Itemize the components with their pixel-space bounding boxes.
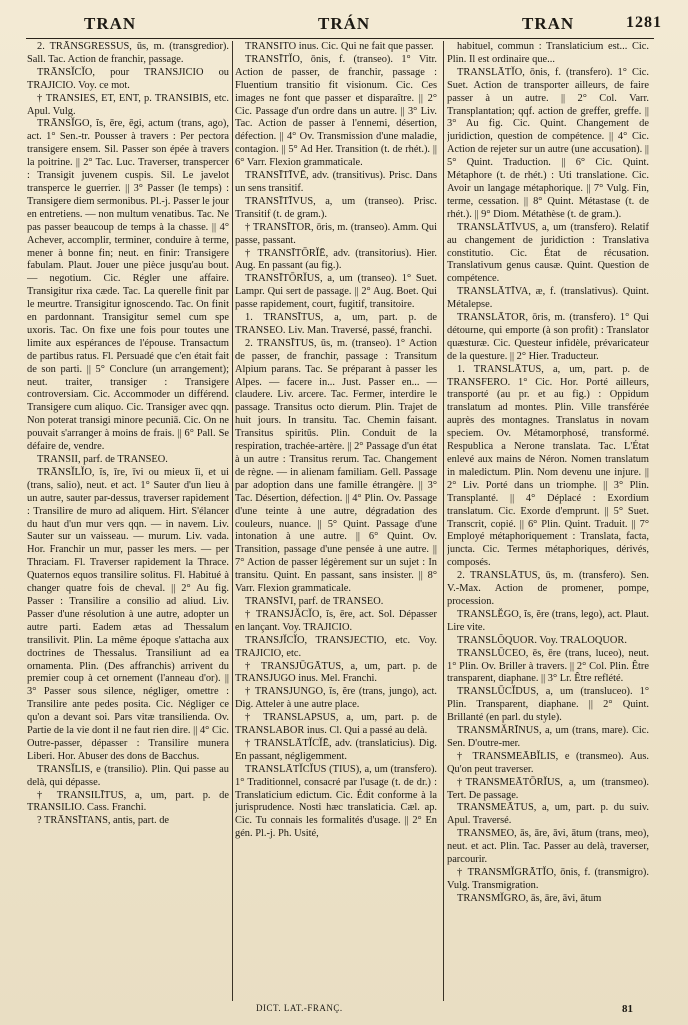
page-number: 1281 (626, 14, 662, 31)
dictionary-entry: † TRANSMEĀBĬLIS, e (transmeo). Aus. Qu'on peut traverser. (447, 750, 649, 775)
header-rule (26, 38, 654, 39)
dictionary-entry: TRANSLĀTĬCĬUS (TIUS), a, um (transfero). 1° Traditionnel, consacré par l'usage (t. de dr.) : Translaticium edictum. Cic. Édit conforme à la jurisprudence. Nosti hæc translaticia. Cæl. ap. Cic. Tu connais les formalités d'usage. || 2° En gén. Pl.-j. Ph. Usité, (235, 763, 437, 840)
dictionary-entry: 2. TRANSĪTUS, ūs, m. (transeo). 1° Action de passer, de franchir, passage : Transitum Alpium parans. Tac. Se préparant à passer les Alpes. — facere in... Just. Passer en... — claudere. Liv. arcere. Tac. Fermer, interdire le passage. Transitus octo dierum. Plin. Trajet de huit jours. In transitu. Tac. Chemin faisant. Transitus spiritūs. Plin. Conduit de la respiration, trachée-artère. || 2° Passage d'un état à un autre : Transitus rerum. Tac. Changement de règne. — in alienam familiam. Gell. Passage par adoption dans une famille étrangère. || 3° Tac. Désertion, défection. || 4° Plin. Ov. Passage d'une teinte à une autre, dégradation des couleurs, nuance. || 5° Quint. Passage d'une intonation à une autre. || 6° Quint. Ov. Transition, passage d'une pensée à une autre. || 7° Action de passer légèrement sur un sujet : In transitu. Quint. En passant, sans insister. || 8° Varr. Flexion grammaticale. (235, 337, 437, 595)
dictionary-entry: TRANSLĀTOR, ōris, m. (transfero). 1° Qui détourne, qui emporte (à son profit) : Translator quæsturæ. Cic. Questeur infidèle, prévaricateur de la questure. || 2° Hier. Traducteur. (447, 312, 649, 362)
dictionary-entry: † TRANSLAPSUS, a, um, part. p. de TRANSLABOR inus. Cl. Qui a passé au delà. (235, 712, 437, 737)
running-header (0, 14, 688, 38)
header-left-word: TRAN (84, 14, 137, 33)
dictionary-entry: 1. TRANSLĀTUS, a, um, part. p. de TRANSFERO. 1° Cic. Hor. Porté ailleurs, transporté (au pr. et au fig.) : Oppidum translatum ad montes. Plin. Ville transférée auprès des montagnes. Translatus in novam speciem. Ov. Métamorphosé, transformé. Respublica a Nerone translata. Tac. L'État enlevé aux mains de Néron. Nomen translatum in maledictum. Plin. Nom devenu une injure. || 2° Liv. Porté dans un triomphe. || 3° Plin. Transplanté. || 4° Déplacé : Exordium translatum. Cic. Exorde d'emprunt. || 5° Suet. Transcrit, copié. || 6° Plin. Quint. Traduit. || 7° Employé métaphoriquement : Translata, facta, juncta. Cic. Termes métaphoriques, dérivés, composés. (447, 363, 649, 569)
dictionary-entry: † TRANSĪTOR, ōris, m. (transeo). Amm. Qui passe, passant. (235, 221, 437, 246)
dictionary-entry: TRANSĪVI, parf. de TRANSEO. (245, 595, 384, 607)
page-footer (0, 1003, 688, 1021)
column-divider (232, 41, 233, 1001)
header-right-word: TRAN (522, 14, 575, 33)
dictionary-entry: † TRANSIES, ET, ENT, p. TRANSIBIS, etc. Apul. Vulg. (27, 92, 229, 117)
dictionary-entry: TRANSII, parf. de TRANSEO. (37, 454, 168, 465)
dictionary-entry: † TRANSJŪGĀTUS, a, um, part. p. de TRANSJUGO inus. Mel. Franchi. (235, 660, 437, 685)
column-divider (443, 41, 444, 1001)
dictionary-entry: TRĀNSĬLĬO, ĭs, īre, īvi ou mieux ĭi, et ui (trans, salio), neut. et act. 1° Sauter d'un lieu à un autre, sauter par-dessus, traverser rapidement : Transilire de muro ad aliquem. Hirt. S'élancer du haut d'un mur vers qqn. — in navem. Liv. Sauter sur un vaisseau. — murum. Liv. vada. Hor. Franchir un mur, passer les mers. — per Thraciam. Fl. Traverser rapidement la Thrace. Quaternos equos transilire solitus. Fl. Habitué à changer quatre fois de cheval. || 2° Au fig. Passer : Transilire a consilio ad aliud. Liv. Passer d'une résolution à une autre, adopter un autre parti. Eadem ætas ad Thessalum transilivit. Plin. La même époque s'attacha aux doctrines de Thessalus. Transiliunt ad ea ornamenta. Plin. (Des affranchis) arrivent du premier coup à cet ornement (l'anneau d'or). || 3° Passer sous silence, négliger, omettre : Transilire ante pedes posita. Cic. Négliger ce qu'on a devant soi. Pars vitæ transilienda. Ov. Partie de la vie dont il ne faut rien dire. || 4° Cic. Outre-passer, dépasser : Transilire munera Liberi. Hor. Abuser des dons de Bacchus. (27, 466, 229, 762)
dictionary-entry: TRANSMEĀTUS, a, um, part. p. du suiv. Apul. Traversé. (447, 802, 649, 827)
dictionary-entry: TRANSĬLIS, e (transilio). Plin. Qui passe au delà, qui dépasse. (27, 763, 229, 788)
dictionary-entry: TRANSLĀTĬO, ōnis, f. (transfero). 1° Cic. Suet. Action de transporter ailleurs, de faire passer à un autre. || 2° Col. Varr. Transplantation; qqf. action de greffer, greffe. || 3° Au fig. Cic. Quint. Changement de juridiction, question de compétence. || 4° Cic. Action de rejeter sur un autre (une accusation). || 5° Quint. Traduction. || 6° Cic. Quint. Métaphore (t. de rhét.) : Uti translatione. Cic. Avoir un langage métaphorique. || 7° Vulg. Fin, terme, cessation. || 8° Quint. Métastase (t. de rhét.). || 9° Diom. Métathèse (t. de gram.). (447, 66, 649, 220)
dictionary-entry: 1. TRANSĪTUS, a, um, part. p. de TRANSEO. Liv. Man. Traversé, passé, franchi. (235, 312, 437, 336)
header-center-word: TRÁN (318, 14, 371, 33)
dictionary-entry: † TRANSĪTŌRĬĒ, adv. (transitorius). Hier. Aug. En passant (au fig.). (235, 247, 437, 272)
dictionary-entry: TRANSLĀTĪVA, æ, f. (translativus). Quint. Métalepse. (447, 286, 649, 311)
dictionary-entry: †TRANSMEĀTŌRĬUS, a, um (transmeo). Tert. De passage. (447, 776, 649, 801)
column-left (27, 41, 229, 1001)
dictionary-entry: TRANSĪTĪVUS, a, um (transeo). Prisc. Transitif (t. de gram.). (235, 195, 437, 220)
dictionary-entry: TRĀNSĬCĬO, pour TRANSJICIO ou TRAJICIO. Voy. ce mot. (27, 66, 229, 91)
column-right (447, 41, 649, 1001)
dictionary-entry: TRANSJĬCĬO, TRANSJECTIO, etc. Voy. TRAJICIO, etc. (235, 634, 437, 659)
dictionary-entry: TRANSMEO, ās, āre, āvi, ātum (trans, meo), neut. et act. Plin. Tac. Passer au delà, traverser, parcourir. (447, 828, 649, 866)
dictionary-entry: † TRANSJĂCĬO, ĭs, ēre, act. Sol. Dépasser en lançant. Voy. TRAJICIO. (235, 608, 437, 633)
dictionary-entry: TRĀNSĬGO, ĭs, ēre, ēgi, actum (trans, ago), act. 1° Sen.-tr. Pousser à travers : Per pectora transigere ensem. Sil. Passer son épée à travers la poitrine. || 2° Tac. Luc. Traverser, transpercer : Transigit juvenem cuspis. Sil. Le javelot transperce le guerrier. || 3° Passer (le temps) : Transigere diem sermonibus. Pl.-j. Passer le jour en entretiens. — non multum venatibus. Tac. Ne pas passer beaucoup de temps à la chasse. || 4° Achever, accomplir, terminer, conduire à terme, mener à bonne fin; neut. en finir: Transigere fabulam. Plaut. Jouer une pièce jusqu'au bout. — negotium. Cic. Régler une affaire. Transigitur rixa cæde. Tac. La querelle finit par le meurtre. Transigitur ignoscendo. Tac. On finit en pardonnant. Transigitur semel cum spe uxoris. Tac. On fixe une fois pour toutes une limite aux espérances de l'épouse. Transactum de partibus ratus. Fl. Persuadé que c'en était fait de son parti. || 5° Conclure (un arrangement); neut. traiter, transiger : Transigere controversiam. Cic. Accommoder un différend. Transigere cum aliquo. Cic. Transiger avec qqn. Non poterat transigi minore pecuniā. Cic. On ne pouvait s'arranger à moins de frais. || 6° Pall. Se défaire de, vendre. (27, 118, 229, 453)
dictionary-entry: TRANSLŎQUOR. Voy. TRALOQUOR. (457, 634, 627, 646)
footer-signature: DICT. LAT.-FRANÇ. (256, 1003, 343, 1013)
dictionary-entry: TRANSITO inus. Cic. Qui ne fait que passer. (245, 41, 434, 52)
dictionary-entry: TRANSLŪCĬDUS, a, um (transluceo). 1° Plin. Transparent, diaphane. || 2° Quint. Brillanté (en parl. du style). (447, 686, 649, 724)
footer-sheet-number: 81 (622, 1003, 633, 1015)
dictionary-entry: TRANSLĀTĪVUS, a, um (transfero). Relatif au changement de juridiction : Translativa constitutio. Cic. État de récusation. Translativum genus causæ. Quint. Question de compétence. (447, 221, 649, 285)
dictionary-entry: † TRANSMĬGRĀTĬO, ōnis, f. (transmigro). Vulg. Transmigration. (447, 867, 649, 891)
dictionary-entry: TRANSĪTŌRĬUS, a, um (transeo). 1° Suet. Lampr. Qui sert de passage. || 2° Aug. Boet. Qui passe rapidement, court, fugitif, transitoire. (235, 273, 437, 311)
dictionary-entry: TRANSMĬGRO, ās, āre, āvi, ātum (457, 892, 602, 904)
dictionary-entry: TRANSLŪCEO, ēs, ēre (trans, luceo), neut. 1° Plin. Ov. Briller à travers. || 2° Col. Plin. Être transparent, diaphane. || 3° Lr. Être reflété. (447, 647, 649, 685)
dictionary-entry: 2. TRĀNSGRESSUS, ūs, m. (transgredior). Sall. Tac. Action de franchir, passage. (27, 41, 229, 65)
dictionary-entry: 2. TRANSLĀTUS, ūs, m. (transfero). Sen. V.-Max. Action de promener, pompe, procession. (447, 570, 649, 607)
dictionary-entry: TRANSĪTĬO, ōnis, f. (transeo). 1° Vitr. Action de passer, de franchir, passage : Fluentium transitio fit visionum. Cic. Ces images ne font que passer et disparaître. || 2° Cic. Passage d'un ordre dans un autre. || 3° Liv. Tac. Action de passer à l'ennemi, désertion, défection. || 4° Ov. Transmission d'une maladie, contagion. || 5° Ad Her. Transition (t. de rhét.). || 6° Varr. Flexion grammaticale. (235, 53, 437, 169)
dictionary-entry: † TRANSILĪTUS, a, um, part. p. de TRANSILIO. Cass. Franchi. (27, 789, 229, 814)
dictionary-entry: TRANSĪTĪVĒ, adv. (transitivus). Prisc. Dans un sens transitif. (235, 170, 437, 194)
dictionary-entry: habituel, commun : Translaticium est... Cic. Plin. Il est ordinaire que... (447, 41, 649, 65)
dictionary-entry: † TRANSLĀTĬCĬĒ, adv. (translaticius). Dig. En passant, négligemment. (235, 737, 437, 762)
dictionary-entry: † TRANSJUNGO, ĭs, ĕre (trans, jungo), act. Dig. Atteler à une autre place. (235, 686, 437, 711)
column-middle (235, 41, 437, 1001)
dictionary-entry: TRANSLĔGO, ĭs, ĕre (trans, lego), act. Plaut. Lire vite. (447, 608, 649, 633)
dictionary-entry: TRANSMĂRĪNUS, a, um (trans, mare). Cic. Sen. D'outre-mer. (447, 725, 649, 749)
dictionary-entry: ? TRĀNSĪTANS, antis, part. de (37, 815, 170, 827)
